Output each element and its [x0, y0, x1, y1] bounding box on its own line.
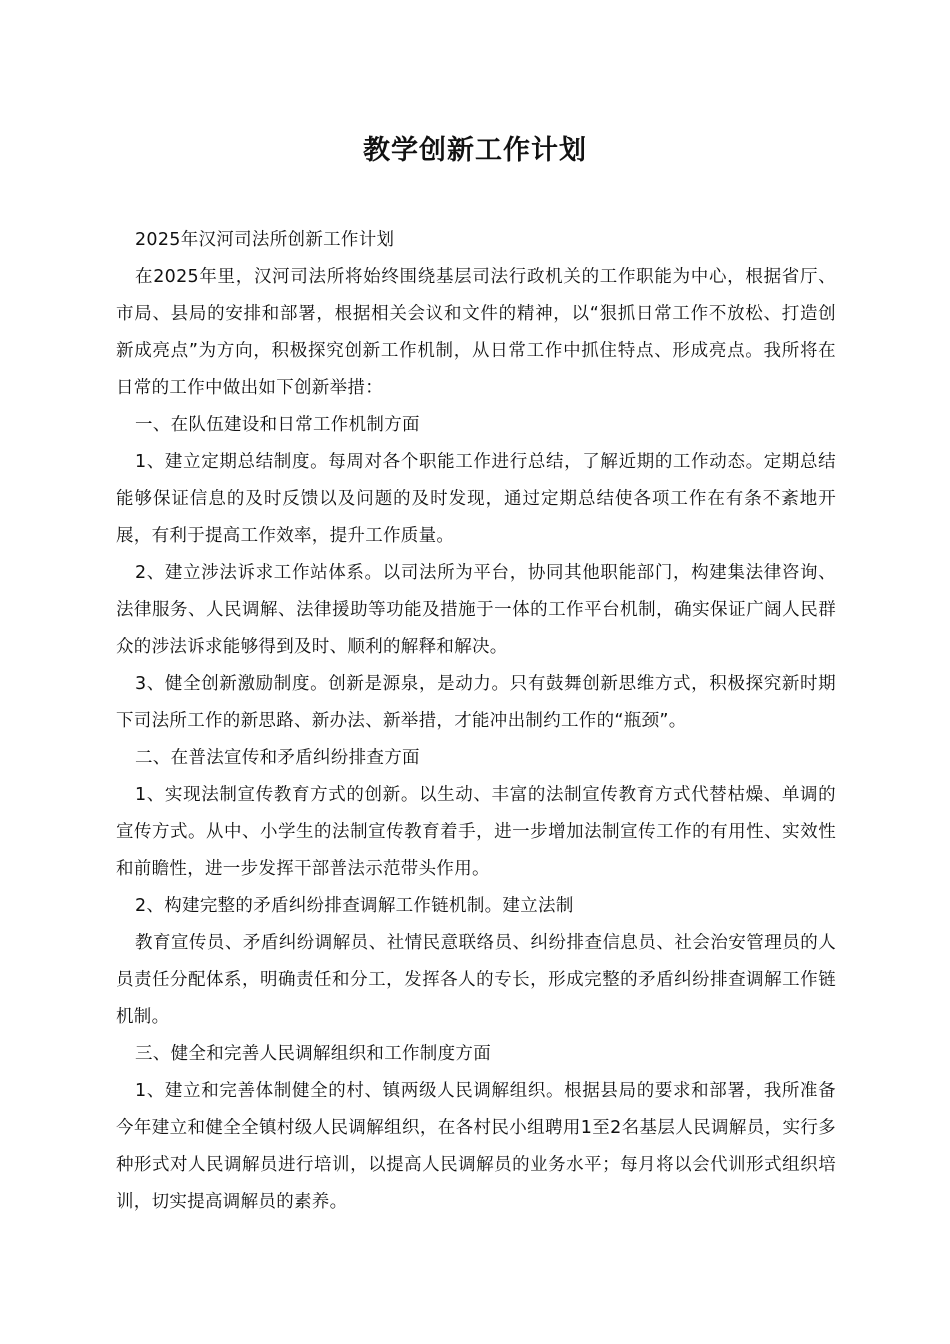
section-heading-3: 三、健全和完善人民调解组织和工作制度方面 [135, 1044, 491, 1064]
paragraph-item-3-1: 1、建立和完善体制健全的村、镇两级人民调解组织。根据县局的要求和部署，我所准备今年建立和健全全镇村级人民调解组织，在各村民小组聘用1至2名基层人民调解员，实行多种形式对人民调解员进行培训，以提高人民调解员的业务水平；每月将以会代训形式组织培训，切实提高调解员的素养。 [116, 1081, 836, 1212]
section-heading-2: 二、在普法宣传和矛盾纠纷排查方面 [135, 748, 420, 768]
paragraph-plan-heading: 2025年汉河司法所创新工作计划 [135, 230, 395, 250]
paragraph-intro: 在2025年里，汉河司法所将始终围绕基层司法行政机关的工作职能为中心，根据省厅、市局、县局的安排和部署，根据相关会议和文件的精神，以“狠抓日常工作不放松、打造创新成亮点”为方向，积极探究创新工作机制，从日常工作中抓住特点、形成亮点。我所将在日常的工作中做出如下创新举措： [116, 267, 836, 398]
paragraph-item-1-2: 2、建立涉法诉求工作站体系。以司法所为平台，协同其他职能部门，构建集法律咨询、法律服务、人民调解、法律援助等功能及措施于一体的工作平台机制，确实保证广阔人民群众的涉法诉求能够得到及时、顺利的解释和解决。 [116, 563, 836, 657]
paragraph-item-2-2-continued: 教育宣传员、矛盾纠纷调解员、社情民意联络员、纠纷排查信息员、社会治安管理员的人员责任分配体系，明确责任和分工，发挥各人的专长，形成完整的矛盾纠纷排查调解工作链机制。 [116, 933, 836, 1027]
paragraph-item-2-1: 1、实现法制宣传教育方式的创新。以生动、丰富的法制宣传教育方式代替枯燥、单调的宣传方式。从中、小学生的法制宣传教育着手，进一步增加法制宣传工作的有用性、实效性和前瞻性，进一步发挥干部普法示范带头作用。 [116, 785, 836, 879]
paragraph-item-1-1: 1、建立定期总结制度。每周对各个职能工作进行总结，了解近期的工作动态。定期总结能够保证信息的及时反馈以及问题的及时发现，通过定期总结使各项工作在有条不紊地开展，有利于提高工作效率，提升工作质量。 [116, 452, 836, 546]
document-title: 教学创新工作计划 [363, 135, 587, 166]
paragraph-item-2-2: 2、构建完整的矛盾纠纷排查调解工作链机制。建立法制 [135, 896, 574, 916]
document-body [116, 222, 836, 1221]
section-heading-1: 一、在队伍建设和日常工作机制方面 [135, 415, 420, 435]
paragraph-item-1-3: 3、健全创新激励制度。创新是源泉，是动力。只有鼓舞创新思维方式，积极探究新时期下司法所工作的新思路、新办法、新举措，才能冲出制约工作的“瓶颈”。 [116, 674, 836, 731]
